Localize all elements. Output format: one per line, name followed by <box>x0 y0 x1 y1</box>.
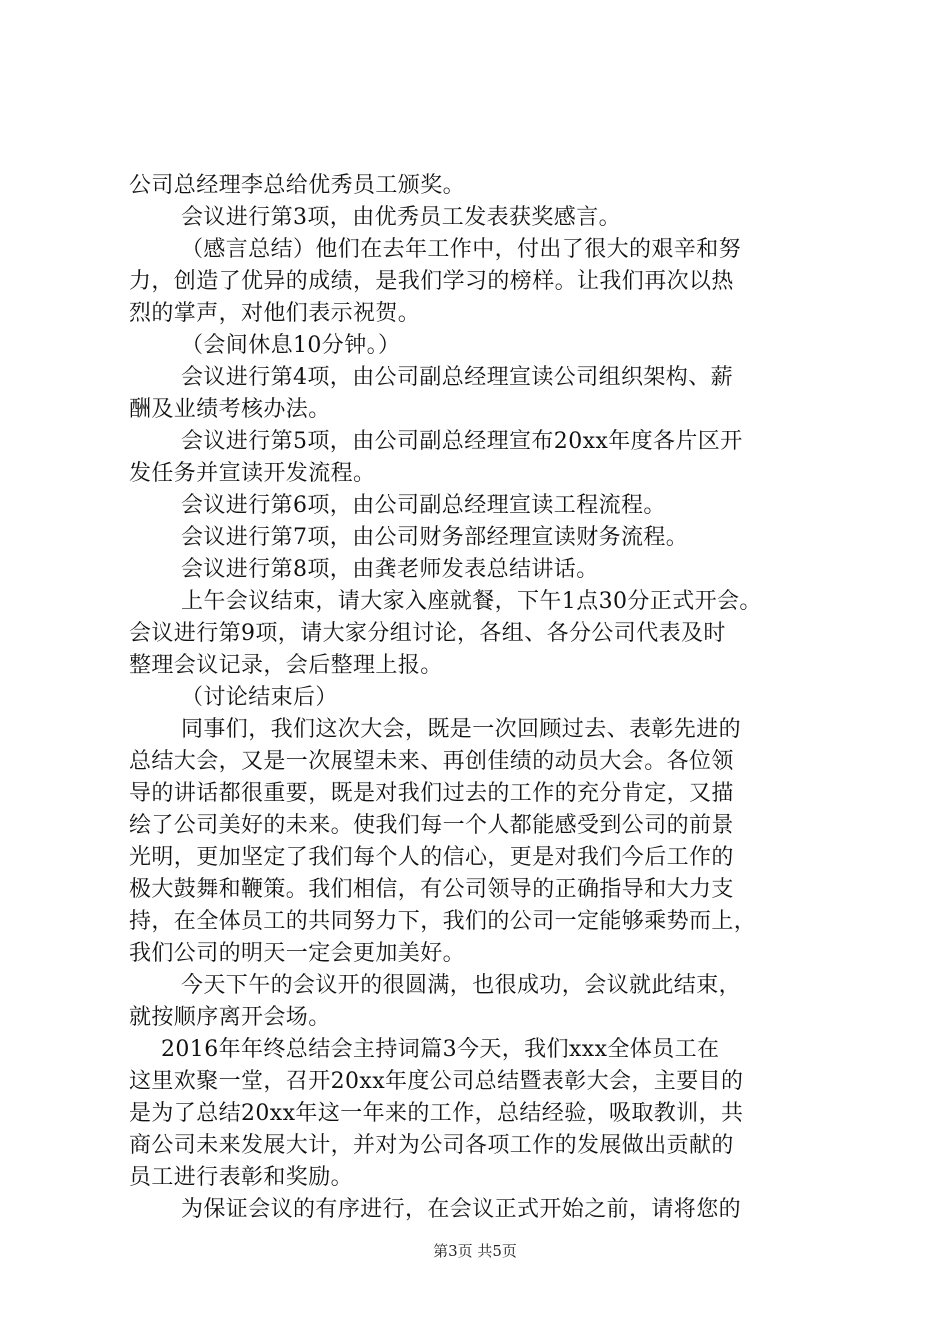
text-line: （会间休息10分钟。） <box>181 333 401 358</box>
text-line: 烈的掌声，对他们表示祝贺。 <box>129 301 421 326</box>
text-line: 持，在全体员工的共同努力下，我们的公司一定能够乘势而上， <box>129 909 757 934</box>
text-line: 今天下午的会议开的很圆满，也很成功，会议就此结束， <box>181 973 742 998</box>
text-line: 整理会议记录，会后整理上报。 <box>129 653 443 678</box>
text-line: 极大鼓舞和鞭策。我们相信，有公司领导的正确指导和大力支 <box>129 877 734 902</box>
text-line: 是为了总结20xx年这一年来的工作，总结经验，吸取教训，共 <box>129 1101 744 1126</box>
text-line: 同事们，我们这次大会，既是一次回顾过去、表彰先进的 <box>181 717 742 742</box>
text-line: 商公司未来发展大计，并对为公司各项工作的发展做出贡献的 <box>129 1133 734 1158</box>
text-line: 会议进行第6项，由公司副总经理宣读工程流程。 <box>181 493 666 518</box>
page-footer: 第3页 共5页 <box>433 1242 517 1260</box>
text-line: 员工进行表彰和奖励。 <box>129 1165 354 1190</box>
text-line: 酬及业绩考核办法。 <box>129 397 331 422</box>
text-line: 会议进行第3项，由优秀员工发表获奖感言。 <box>181 205 621 230</box>
text-line: 发任务并宣读开发流程。 <box>129 461 376 486</box>
text-line: 就按顺序离开会场。 <box>129 1005 331 1030</box>
text-line: 总结大会，又是一次展望未来、再创佳绩的动员大会。各位领 <box>129 749 734 774</box>
text-line: 公司总经理李总给优秀员工颁奖。 <box>129 173 466 198</box>
text-line: 上午会议结束，请大家入座就餐，下午1点30分正式开会。 <box>181 589 762 614</box>
text-line: 力，创造了优异的成绩，是我们学习的榜样。让我们再次以热 <box>129 269 734 294</box>
text-line: 会议进行第4项，由公司副总经理宣读公司组织架构、薪 <box>181 365 733 390</box>
text-line: （感言总结）他们在去年工作中，付出了很大的艰辛和努 <box>181 237 742 262</box>
text-line: 绘了公司美好的未来。使我们每一个人都能感受到公司的前景 <box>129 813 734 838</box>
text-line: 会议进行第7项，由公司财务部经理宣读财务流程。 <box>181 525 689 550</box>
text-line: 光明，更加坚定了我们每个人的信心，更是对我们今后工作的 <box>129 845 734 870</box>
text-line: 为保证会议的有序进行，在会议正式开始之前，请将您的 <box>181 1197 742 1222</box>
document-body <box>129 170 829 1226</box>
text-line: 会议进行第9项，请大家分组讨论，各组、各分公司代表及时 <box>129 621 726 646</box>
text-line: （讨论结束后） <box>181 685 338 710</box>
text-line: 会议进行第8项，由龚老师发表总结讲话。 <box>181 557 599 582</box>
text-line: 这里欢聚一堂，召开20xx年度公司总结暨表彰大会，主要目的 <box>129 1069 744 1094</box>
text-line: 会议进行第5项，由公司副总经理宣布20xx年度各片区开 <box>181 429 743 454</box>
text-line: 2016年年终总结会主持词篇3今天，我们xxx全体员工在 <box>161 1037 720 1062</box>
text-line: 我们公司的明天一定会更加美好。 <box>129 941 466 966</box>
text-line: 导的讲话都很重要，既是对我们过去的工作的充分肯定，又描 <box>129 781 734 806</box>
